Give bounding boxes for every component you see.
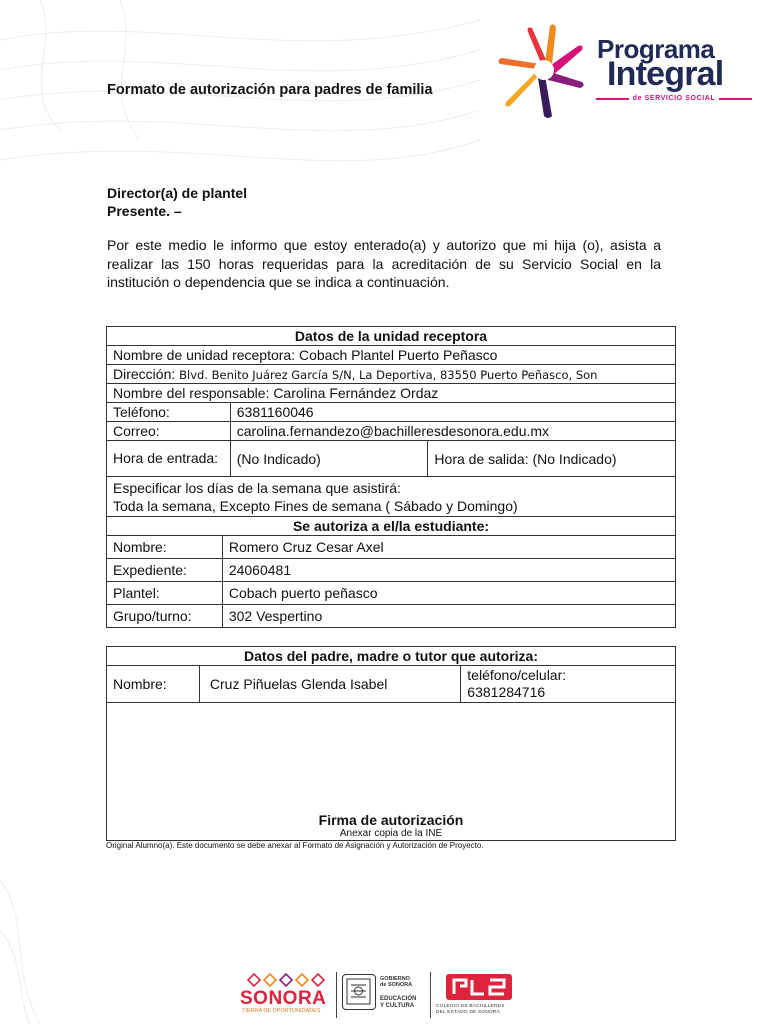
student-school-label: Plantel:	[107, 582, 223, 605]
unit-days-row	[107, 477, 676, 517]
gobierno-sonora-text	[380, 976, 412, 988]
parent-name-label: Nombre:	[107, 666, 200, 703]
footer-divider-2	[430, 972, 431, 1018]
document-title: Formato de autorización para padres de familia	[107, 82, 433, 98]
logo-subtitle	[596, 95, 752, 102]
unit-phone-label: Teléfono:	[107, 403, 231, 422]
unit-days-label: Especificar los días de la semana que asistirá:	[113, 479, 401, 496]
logo-word-programa: Programa	[597, 34, 715, 64]
unit-email-value: carolina.fernandezo@bachilleresdesonora.edu.mx	[230, 422, 675, 441]
educacion-cultura-text	[380, 996, 416, 1010]
unit-address-value: Blvd. Benito Juárez García S/N, La Deportiva, 83550 Puerto Peñasco, Son	[179, 368, 598, 382]
student-group-value: 302 Vespertino	[222, 605, 675, 628]
unit-responsible-row	[107, 384, 676, 403]
unit-name-value: Cobach Plantel Puerto Peñasco	[299, 347, 498, 363]
hands-logo-icon	[492, 20, 596, 124]
parent-phone-cell	[461, 666, 676, 703]
unit-days-value: Toda la semana, Excepto Fines de semana ( Sábado y Domingo)	[113, 497, 518, 514]
edu-line-2: Y CULTURA	[380, 1003, 415, 1009]
logo-subtitle-text: de SERVICIO SOCIAL	[632, 95, 716, 102]
footer-divider-1	[336, 972, 337, 1018]
footer-logos	[240, 968, 530, 1022]
parent-phone-label: teléfono/celular:	[467, 667, 567, 683]
seal-emblem-icon	[343, 975, 374, 1008]
student-file-label: Expediente:	[107, 559, 223, 582]
logo-dash-left	[596, 98, 629, 100]
logo-dash-right	[719, 98, 752, 100]
state-seal-icon	[342, 974, 376, 1010]
student-group-label: Grupo/turno:	[107, 605, 223, 628]
cbs-line-2: DEL ESTADO DE SONORA	[436, 1009, 500, 1015]
cbs-line-1: COLEGIO DE BACHILLERES	[436, 1004, 505, 1009]
gob-line-1: GOBIERNO	[380, 976, 410, 982]
unit-entry-label: Hora de entrada:	[107, 441, 231, 477]
unit-name-row	[107, 346, 676, 365]
unit-address-label: Dirección:	[113, 366, 176, 382]
parent-heading: Datos del padre, madre o tutor que autoriza:	[107, 647, 676, 666]
programa-integral-logo	[492, 20, 754, 124]
unit-responsible-value: Carolina Fernández Ordaz	[273, 385, 439, 401]
logo-word-integral: Integral	[607, 55, 724, 93]
unit-and-student-table	[106, 326, 676, 628]
signature-note: Anexar copia de la INE	[339, 828, 443, 839]
addressee-line-1: Director(a) de plantel	[107, 185, 248, 201]
student-file-value: 24060481	[222, 559, 675, 582]
parent-table	[106, 646, 676, 841]
sonora-tagline: TIERRA DE OPORTUNIDADES	[242, 1008, 321, 1014]
parent-name-value: Cruz Piñuelas Glenda Isabel	[199, 666, 460, 703]
unit-address-row	[107, 365, 676, 384]
student-name-value: Romero Cruz Cesar Axel	[222, 536, 675, 559]
cobach-text	[436, 1004, 505, 1015]
unit-name-label: Nombre de unidad receptora:	[113, 347, 296, 363]
unit-responsible-label: Nombre del responsable:	[113, 385, 270, 401]
cobach-logo-icon	[444, 972, 514, 1002]
unit-email-label: Correo:	[107, 422, 231, 441]
student-name-label: Nombre:	[107, 536, 223, 559]
edu-line-1: EDUCACIÓN	[380, 996, 417, 1002]
signature-box[interactable]	[107, 703, 676, 841]
unit-exit-label: Hora de salida: (No Indicado)	[428, 441, 676, 477]
gob-line-2: de SONORA	[380, 982, 413, 988]
signature-label: Firma de autorización	[318, 812, 464, 828]
addressee-line-2: Presente. –	[107, 203, 182, 219]
addressee	[107, 184, 247, 220]
footnote: Original Alumno(a). Este documento se debe anexar al Formato de Asignación y Autorización de Proyecto.	[106, 841, 484, 850]
unit-heading: Datos de la unidad receptora	[107, 327, 676, 346]
sonora-ornament-icon	[244, 970, 328, 990]
parent-phone-value: 6381284716	[467, 684, 546, 700]
sonora-wordmark: SONORA	[240, 988, 327, 1009]
unit-phone-value: 6381160046	[230, 403, 675, 422]
unit-entry-value: (No Indicado)	[230, 441, 428, 477]
intro-paragraph: Por este medio le informo que estoy enterado(a) y autorizo que mi hija (o), asista a realizar las 150 horas requeridas para la acreditación de su Servicio Social en la institución o dependencia que se indica a continuación.	[107, 237, 661, 290]
student-school-value: Cobach puerto peñasco	[222, 582, 675, 605]
student-heading: Se autoriza a el/la estudiante:	[107, 517, 676, 536]
